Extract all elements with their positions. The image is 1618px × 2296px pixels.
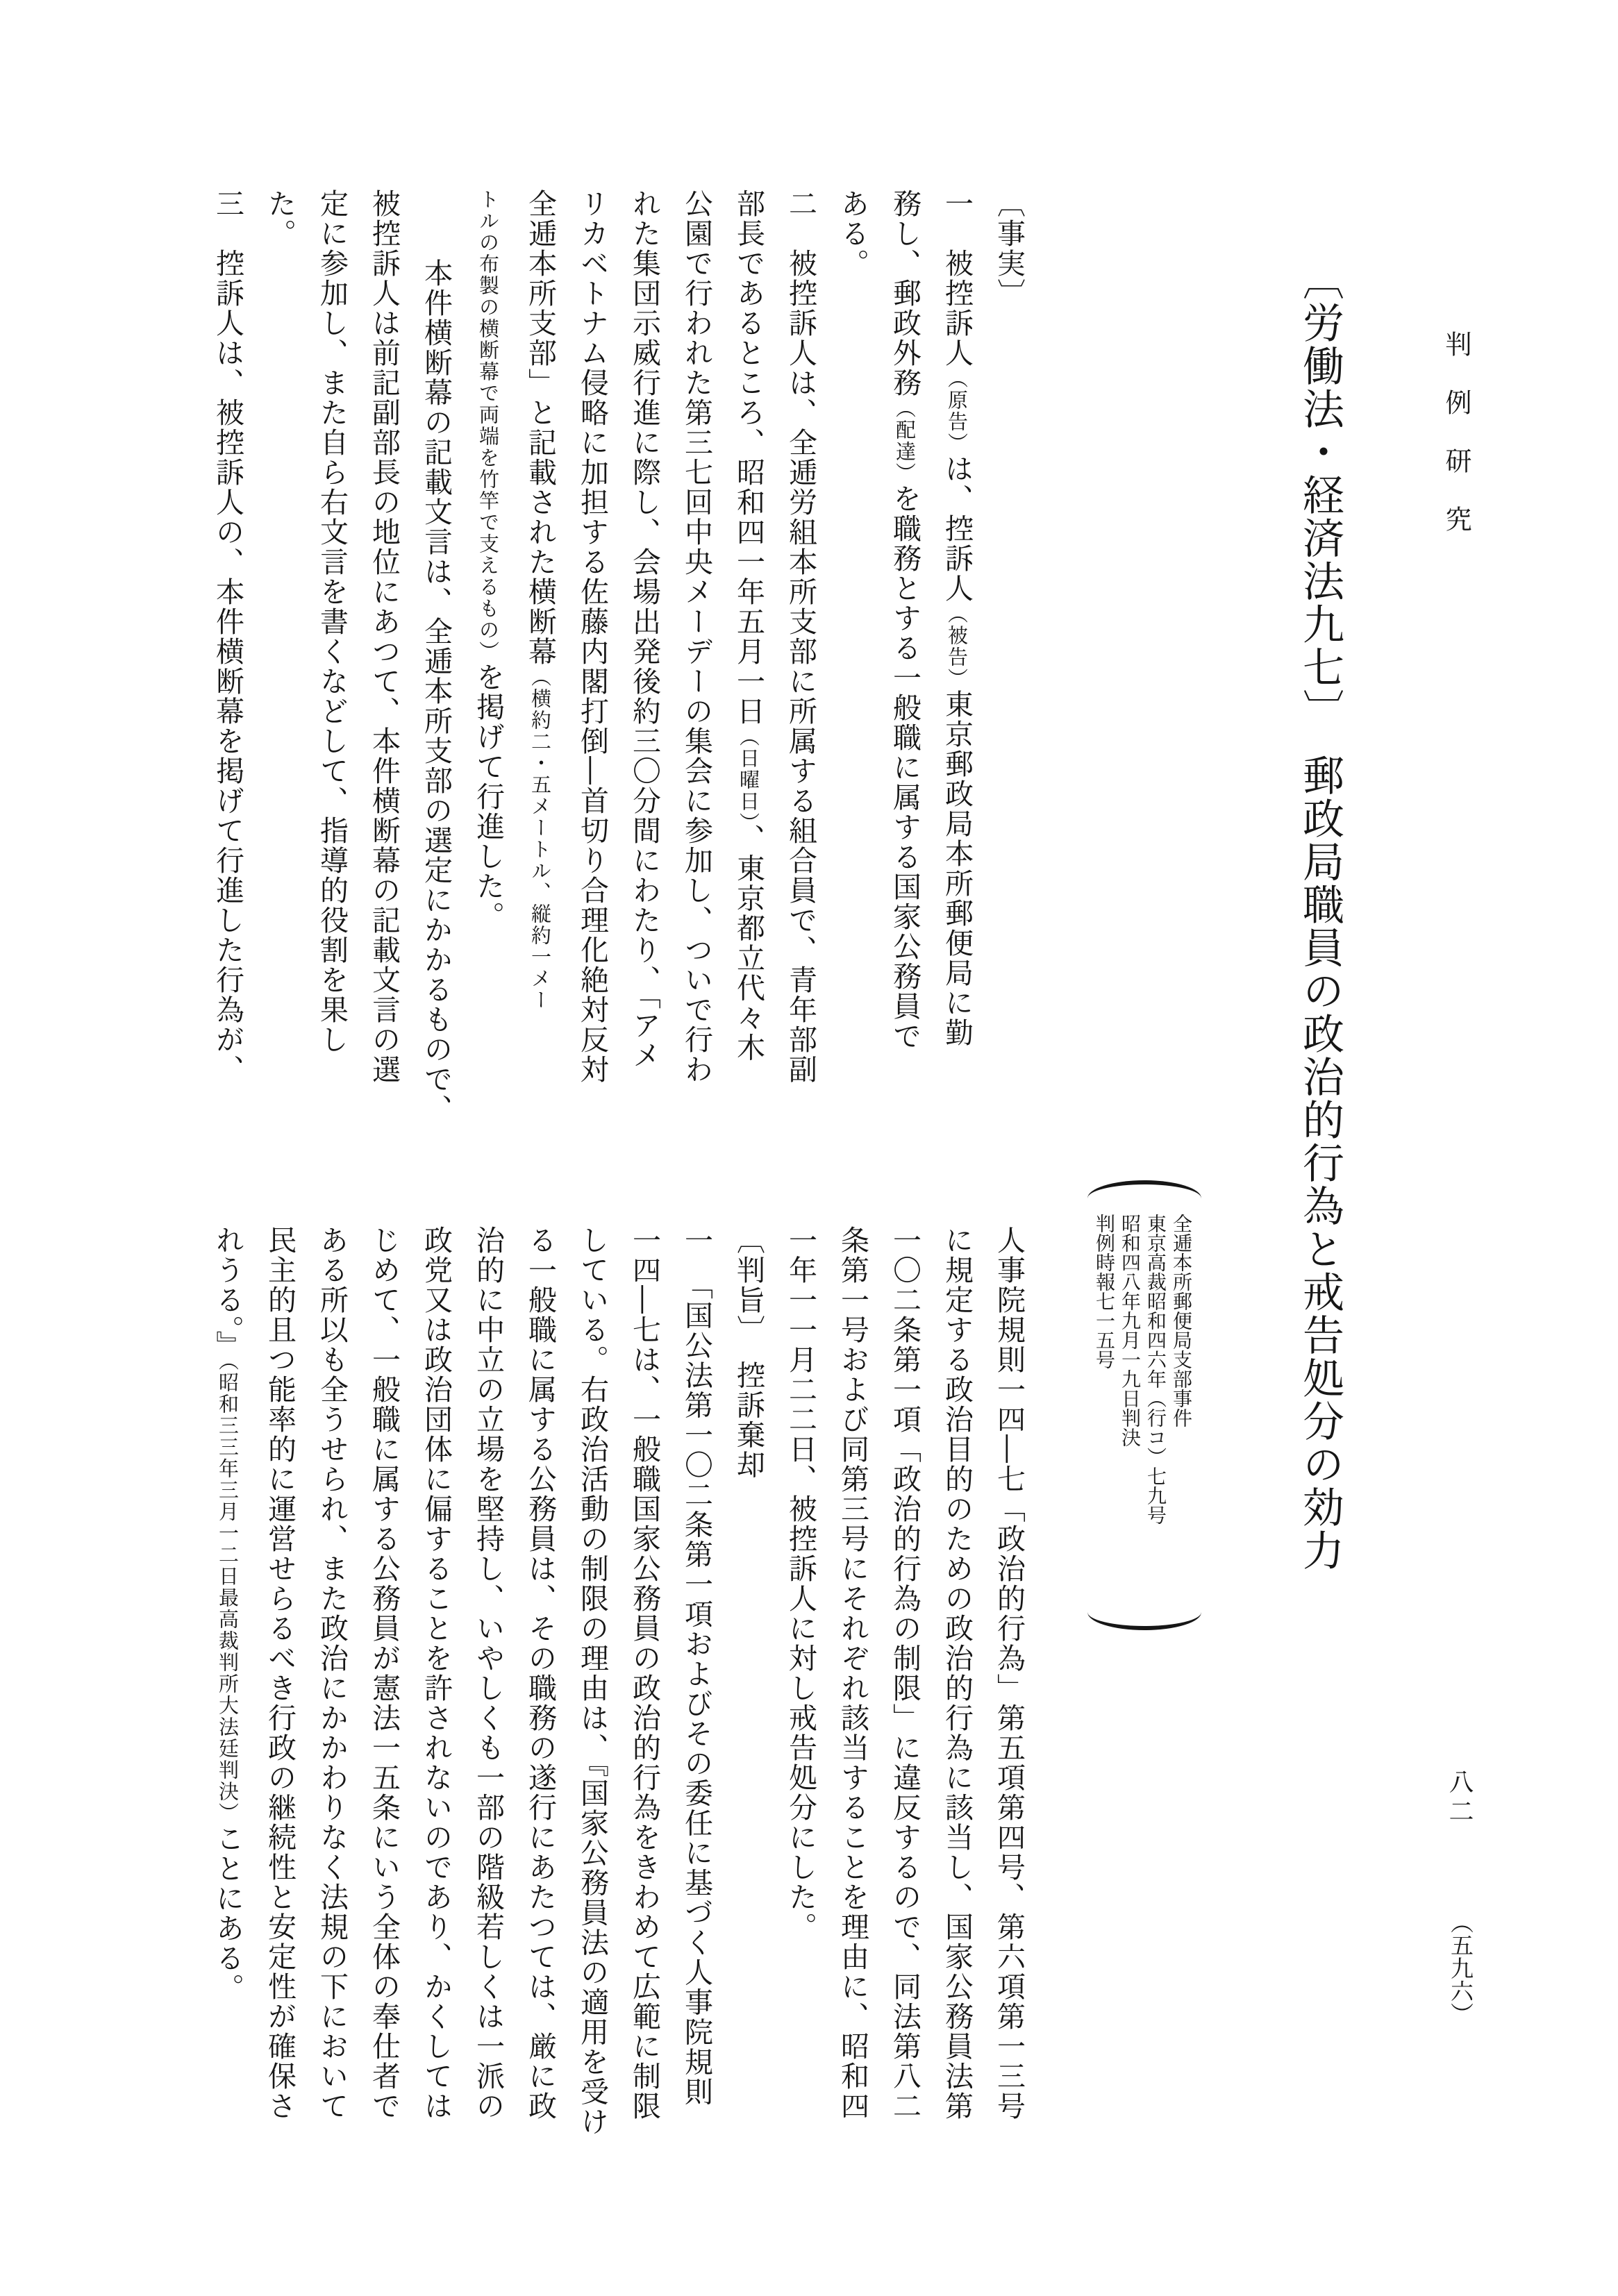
case-citation [1092, 1214, 1194, 1602]
text-column: 被控訴人は前記副部長の地位にあつて、本件横断幕の記載文言の選 [367, 189, 401, 1084]
text-column: 一 「国公法第一〇二条第一項およびその委任に基づく人事院規則 [680, 1225, 713, 2107]
text-column: 一四―七は、一般職国家公務員の政治的行為をきわめて広範に制限 [628, 1225, 661, 2121]
text-column: た。 [263, 189, 297, 249]
text-column: 部長であるところ、昭和四一年五月一日（日曜日）、東京都立代々木 [732, 189, 765, 1063]
text-column: 定に参加し、また自ら右文言を書くなどして、指導的役割を果し [315, 189, 349, 1055]
text-column: 治的に中立の立場を堅持し、いやしくも一部の階級若しくは一派の [472, 1225, 505, 2121]
text-column: じめて、一般職に属する公務員が憲法一五条にいう全体の奉仕者で [367, 1225, 401, 2121]
text-column: 全逓本所支部」と記載された横断幕（横約二・五メートル、縦約一メー [524, 189, 557, 1011]
citation-paren-bottom-icon [1087, 1608, 1201, 1630]
running-header: 判例研究 [1441, 330, 1471, 564]
text-column: 〔事実〕 [992, 189, 1026, 308]
text-column: ある。 [836, 189, 869, 278]
text-column: 三 控訴人は、被控訴人の、本件横断幕を掲げて行進した行為が、 [211, 189, 244, 1084]
text-column: 一年一一月二二日、被控訴人に対し戒告処分にした。 [784, 1225, 817, 1942]
text-column: 一〇二条第一項「政治的行為の制限」に違反するので、同法第八二 [888, 1225, 921, 2121]
text-column: 二 被控訴人は、全逓労組本所支部に所属する組合員で、青年部副 [784, 189, 817, 1084]
citation-reporter: 判例時報七一五号 [1093, 1214, 1116, 1369]
text-column: リカベトナム侵略に加担する佐藤内閣打倒―首切り合理化絶対反対 [576, 189, 609, 1084]
text-column: れた集団示威行進に際し、会場出発後約三〇分間にわたり、「アメ [628, 189, 661, 1071]
text-column: 一 被控訴人（原告）は、控訴人（被告）東京郵政局本所郵便局に勤 [940, 189, 974, 1048]
citation-court-docket: 東京高裁昭和四六年（行コ）七九号 [1144, 1214, 1167, 1525]
text-column: トルの布製の横断幕で両端を竹竿で支えるもの）を掲げて行進した。 [472, 189, 505, 931]
text-column: 公園で行われた第三七回中央メーデーの集会に参加し、ついで行わ [680, 189, 713, 1084]
text-column: ある所以も全うせられ、また政治にかかわりなく法規の下において [315, 1225, 349, 2121]
text-column: している。右政治活動の制限の理由は、『国家公務員法の適用を受け [576, 1225, 609, 2137]
text-column: れうる。』（昭和三三年三月一二日最高裁判所大法廷判決）ことにある。 [211, 1225, 244, 2003]
citation-decision-date: 昭和四八年九月一九日判決 [1119, 1214, 1142, 1447]
page-title: 〔労働法・経済法九七〕 郵政局職員の政治的行為と戒告処分の効力 [1296, 258, 1344, 1572]
facts-section [201, 189, 1035, 1187]
text-column: 条第一号および同第三号にそれぞれ該当することを理由に、昭和四 [836, 1225, 869, 2121]
folio-number-secondary: （五九六） [1447, 1911, 1474, 2025]
text-column: に規定する政治目的のための政治的行為に該当し、国家公務員法第 [940, 1225, 974, 2121]
text-column: 政党又は政治団体に偏することを許されないのであり、かくしては [419, 1225, 453, 2121]
folio-number: 八二 [1445, 1769, 1474, 1827]
citation-paren-top-icon [1087, 1180, 1201, 1203]
text-column: 人事院規則一四―七「政治的行為」第五項第四号、第六項第一三号 [992, 1225, 1026, 2121]
text-column: 務し、郵政外務（配達）を職務とする一般職に属する国家公務員で [888, 189, 921, 1051]
text-column: 〔判旨〕 控訴棄却 [732, 1225, 765, 1480]
text-column: る一般職に属する公務員は、その職務の遂行にあたつては、厳に政 [524, 1225, 557, 2121]
citation-case-name: 全逓本所郵便局支部事件 [1170, 1214, 1193, 1427]
text-column: 民主的且つ能率的に運営せらるべき行政の継続性と安定性が確保さ [263, 1225, 297, 2121]
text-column: 本件横断幕の記載文言は、全逓本所支部の選定にかかるもので、 [419, 258, 453, 1124]
ruling-section [201, 1225, 1035, 2159]
